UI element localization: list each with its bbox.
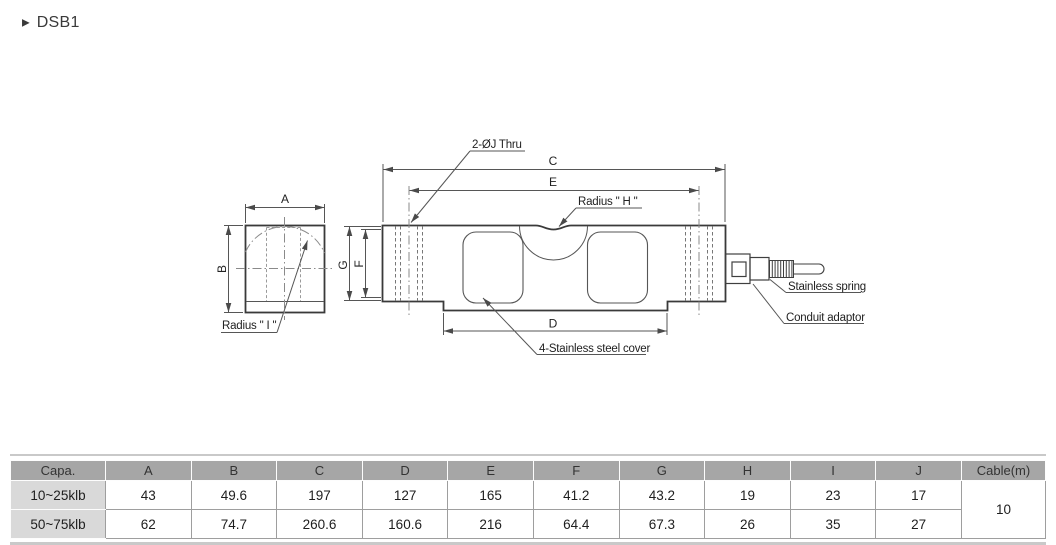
- spec-table-section: [10, 454, 1046, 545]
- col-header-e: E: [448, 461, 534, 481]
- page-title-label: DSB1: [36, 14, 80, 31]
- dim-g-label: G: [336, 260, 350, 270]
- value-cell: 62: [106, 510, 192, 539]
- thru-hole-callout: [411, 151, 525, 223]
- col-header-g: G: [619, 461, 705, 481]
- col-header-capa: Capa.: [11, 461, 106, 481]
- hole-centerlines: [409, 186, 699, 318]
- dim-c-label: C: [548, 154, 558, 168]
- value-cell: 74.7: [191, 510, 277, 539]
- center-recess-arc: [520, 226, 588, 260]
- capacity-cell: 50~75klb: [11, 510, 106, 539]
- col-header-a: A: [106, 461, 192, 481]
- col-header-h: H: [705, 461, 791, 481]
- value-cell: 35: [790, 510, 876, 539]
- cable-length-cell: 10: [962, 481, 1046, 539]
- conduit-inner-detail: [732, 262, 746, 277]
- value-cell: 216: [448, 510, 534, 539]
- steel-cover-right: [588, 232, 648, 303]
- value-cell: 17: [876, 481, 962, 510]
- dim-d-label: D: [548, 316, 558, 331]
- dim-e-label: E: [548, 175, 558, 189]
- play-icon: ▶: [22, 17, 30, 29]
- cable: [794, 264, 825, 274]
- value-cell: 160.6: [362, 510, 448, 539]
- front-view: [383, 186, 726, 318]
- value-cell: 27: [876, 510, 962, 539]
- value-cell: 197: [277, 481, 363, 510]
- capacity-cell: 10~25klb: [11, 481, 106, 510]
- col-header-f: F: [533, 461, 619, 481]
- hidden-lines: [267, 228, 301, 302]
- col-header-c: C: [277, 461, 363, 481]
- table-row-50-75klb: [11, 510, 1046, 539]
- value-cell: 64.4: [533, 510, 619, 539]
- dim-f-label: F: [352, 260, 366, 268]
- value-cell: 23: [790, 481, 876, 510]
- radius-h-callout: [559, 208, 642, 227]
- radius-h-label: Radius " H ": [578, 196, 638, 208]
- value-cell: 43.2: [619, 481, 705, 510]
- dim-b-label: B: [215, 264, 229, 274]
- table-row-10-25klb: [11, 481, 1046, 510]
- col-header-i: I: [790, 461, 876, 481]
- value-cell: 67.3: [619, 510, 705, 539]
- conduit-label: Conduit adaptor: [786, 312, 865, 324]
- value-cell: 26: [705, 510, 791, 539]
- table-header-row: [11, 461, 1046, 481]
- spring-label: Stainless spring: [788, 281, 866, 293]
- dim-a-label: A: [280, 192, 290, 206]
- cover-label: 4-Stainless steel cover: [539, 343, 651, 355]
- col-header-b: B: [191, 461, 277, 481]
- cable-connector: [726, 254, 825, 284]
- body-outline: [383, 226, 726, 311]
- spring-coil: [770, 261, 794, 278]
- thru-hole-label: 2-ØJ Thru: [472, 139, 522, 151]
- radius-i-callout: [221, 241, 308, 333]
- value-cell: 41.2: [533, 481, 619, 510]
- value-cell: 127: [362, 481, 448, 510]
- value-cell: 165: [448, 481, 534, 510]
- col-header-cable: Cable(m): [962, 461, 1046, 481]
- value-cell: 43: [106, 481, 192, 510]
- dimension-spec-table: [10, 460, 1046, 539]
- steel-cover-left: [463, 232, 523, 303]
- side-view: [236, 217, 334, 320]
- radius-i-label: Radius " I ": [222, 320, 277, 332]
- col-header-j: J: [876, 461, 962, 481]
- table-top-rule: [10, 454, 1046, 456]
- value-cell: 260.6: [277, 510, 363, 539]
- centerlines: [236, 217, 334, 320]
- col-header-d: D: [362, 461, 448, 481]
- dimension-c: [383, 164, 725, 222]
- connector-nut: [750, 258, 769, 281]
- value-cell: 19: [705, 481, 791, 510]
- value-cell: 49.6: [191, 481, 277, 510]
